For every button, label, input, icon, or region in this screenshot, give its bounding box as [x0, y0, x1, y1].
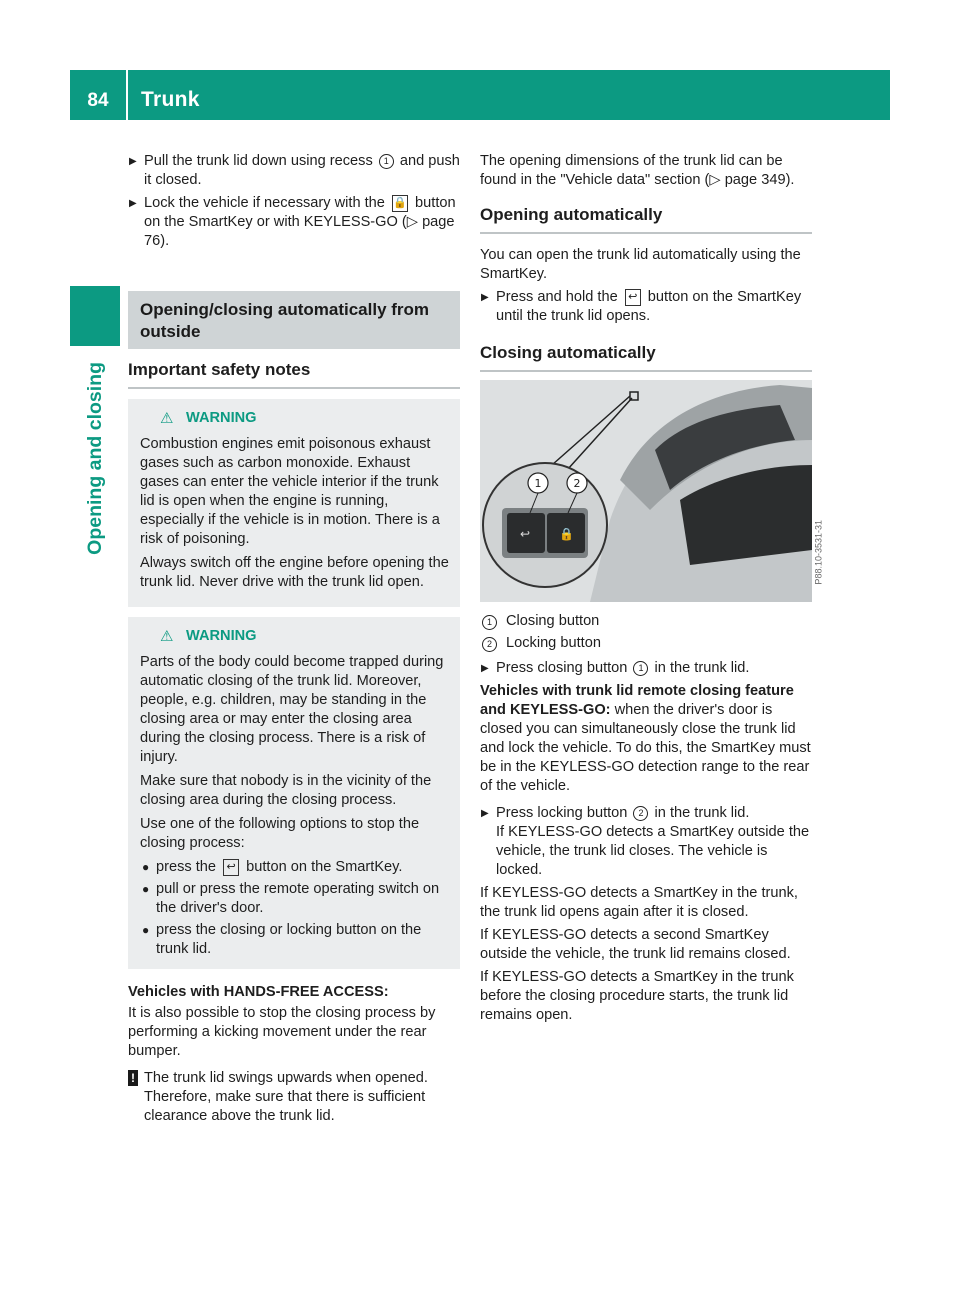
step-open: ▶ Press and hold the ↩ button on the SmartKey until the trunk lid opens. [480, 288, 812, 326]
heading-opening-automatically: Opening automatically [480, 204, 812, 234]
svg-text:🔒: 🔒 [559, 527, 574, 541]
open-text: You can open the trunk lid automatically using the SmartKey. [480, 247, 801, 282]
step-press-locking: ▶ Press locking button 2 in the trunk lid. If KEYLESS-GO detects a SmartKey outside the vehicle, the trunk lid closes. The vehicle is locked. [480, 804, 812, 880]
callout-1-icon: 1 [633, 661, 648, 676]
paragraph: If KEYLESS-GO detects a SmartKey in the trunk before the closing procedure starts, the trunk lid remains open. [480, 969, 794, 1023]
bullet-icon: ● [142, 860, 150, 874]
step-press-closing: ▶ Press closing button 1 in the trunk lid. [480, 659, 812, 678]
callout-1-icon: 1 [482, 615, 497, 630]
svg-text:2: 2 [573, 477, 581, 490]
warning-text: Combustion engines emit poisonous exhaust gases such as carbon monoxide. Exhaust gases can enter the vehicle interior if the trunk lid is open when the engine is running, especially if the vehicle is in motion. There is a risk of poisoning. [140, 436, 440, 547]
callout-2-icon: 2 [482, 637, 497, 652]
lock-icon: 🔒 [392, 195, 408, 212]
warning-triangle-icon: ⚠ [160, 410, 174, 427]
paragraph: If KEYLESS-GO detects a second SmartKey outside the vehicle, the trunk lid remains closed. [480, 927, 791, 962]
trunk-icon: ↩ [223, 859, 239, 876]
warning-text: Make sure that nobody is in the vicinity of the closing area during the closing process. [140, 773, 432, 808]
svg-text:1: 1 [534, 477, 542, 490]
handsfree-text: It is also possible to stop the closing process by performing a kicking movement under the rear bumper. [128, 1005, 436, 1059]
sidebar-section-label: Opening and closing [84, 362, 106, 555]
keyless-paragraph: Vehicles with trunk lid remote closing feature and KEYLESS-GO: when the driver's door is closed you can simultaneously close the trunk lid and lock the vehicle. To do this, the SmartKey must be in the KEYLESS-GO detection range to the rear of the vehicle. [480, 683, 811, 794]
list-item: ● pull or press the remote operating switch on the driver's door. [142, 881, 440, 916]
list-item: ● press the ↩ button on the SmartKey. [142, 859, 403, 875]
warning-text: Parts of the body could become trapped during automatic closing of the trunk lid. Moreover, people, e.g. children, may be standing in the closing area or may enter the closing area during the closing process. There is a risk of injury. [140, 654, 444, 765]
step-pull-lid: ▶ Pull the trunk lid down using recess 1 and push it closed. [128, 152, 460, 190]
heading-closing-automatically: Closing automatically [480, 342, 812, 372]
warning-box-exhaust [128, 399, 460, 607]
bullet-icon: ● [142, 923, 150, 937]
warning-text: Always switch off the engine before opening the trunk lid. Never drive with the trunk lid open. [140, 555, 449, 590]
header-divider [126, 70, 128, 120]
callout-2-icon: 2 [633, 806, 648, 821]
left-column [128, 152, 460, 1126]
exclamation-icon: ! [128, 1070, 138, 1086]
legend-item: 2 Locking button [480, 634, 812, 653]
page-title: Trunk [141, 88, 200, 111]
section-title: Opening/closing automatically from outside [128, 291, 460, 349]
trunk-icon: ↩ [625, 289, 641, 306]
sidebar-tab [70, 286, 120, 346]
subheading-safety-notes: Important safety notes [128, 359, 460, 389]
note: ! The trunk lid swings upwards when opened. Therefore, make sure that there is sufficient clearance above the trunk lid. [128, 1069, 460, 1126]
bullet-icon: ● [142, 882, 150, 896]
paragraph: If KEYLESS-GO detects a SmartKey in the trunk, the trunk lid opens again after it is closed. [480, 885, 798, 920]
intro-text: The opening dimensions of the trunk lid can be found in the "Vehicle data" section (▷ page 349). [480, 153, 795, 188]
warning-box-trapped [128, 617, 460, 969]
legend-item: 1 Closing button [480, 612, 812, 631]
figure-id: P88.10-3531-31 [814, 520, 824, 585]
page-number: 84 [87, 90, 109, 111]
warning-heading: ⚠ WARNING [160, 628, 257, 645]
warning-text: Use one of the following options to stop the closing process: [140, 816, 420, 851]
warning-triangle-icon: ⚠ [160, 628, 174, 645]
warning-heading: ⚠ WARNING [160, 410, 257, 427]
svg-text:↩: ↩ [520, 527, 531, 541]
callout-1-icon: 1 [379, 154, 394, 169]
handsfree-heading: Vehicles with HANDS-FREE ACCESS: [128, 984, 389, 1000]
car-trunk-image [480, 380, 812, 602]
right-column [480, 152, 824, 1025]
step-lock-vehicle: ▶ Lock the vehicle if necessary with the 🔒 button on the SmartKey or with KEYLESS-GO (▷ page 76). [128, 194, 460, 251]
trunk-buttons-illustration [480, 380, 824, 602]
list-item: ● press the closing or locking button on the trunk lid. [142, 922, 422, 957]
